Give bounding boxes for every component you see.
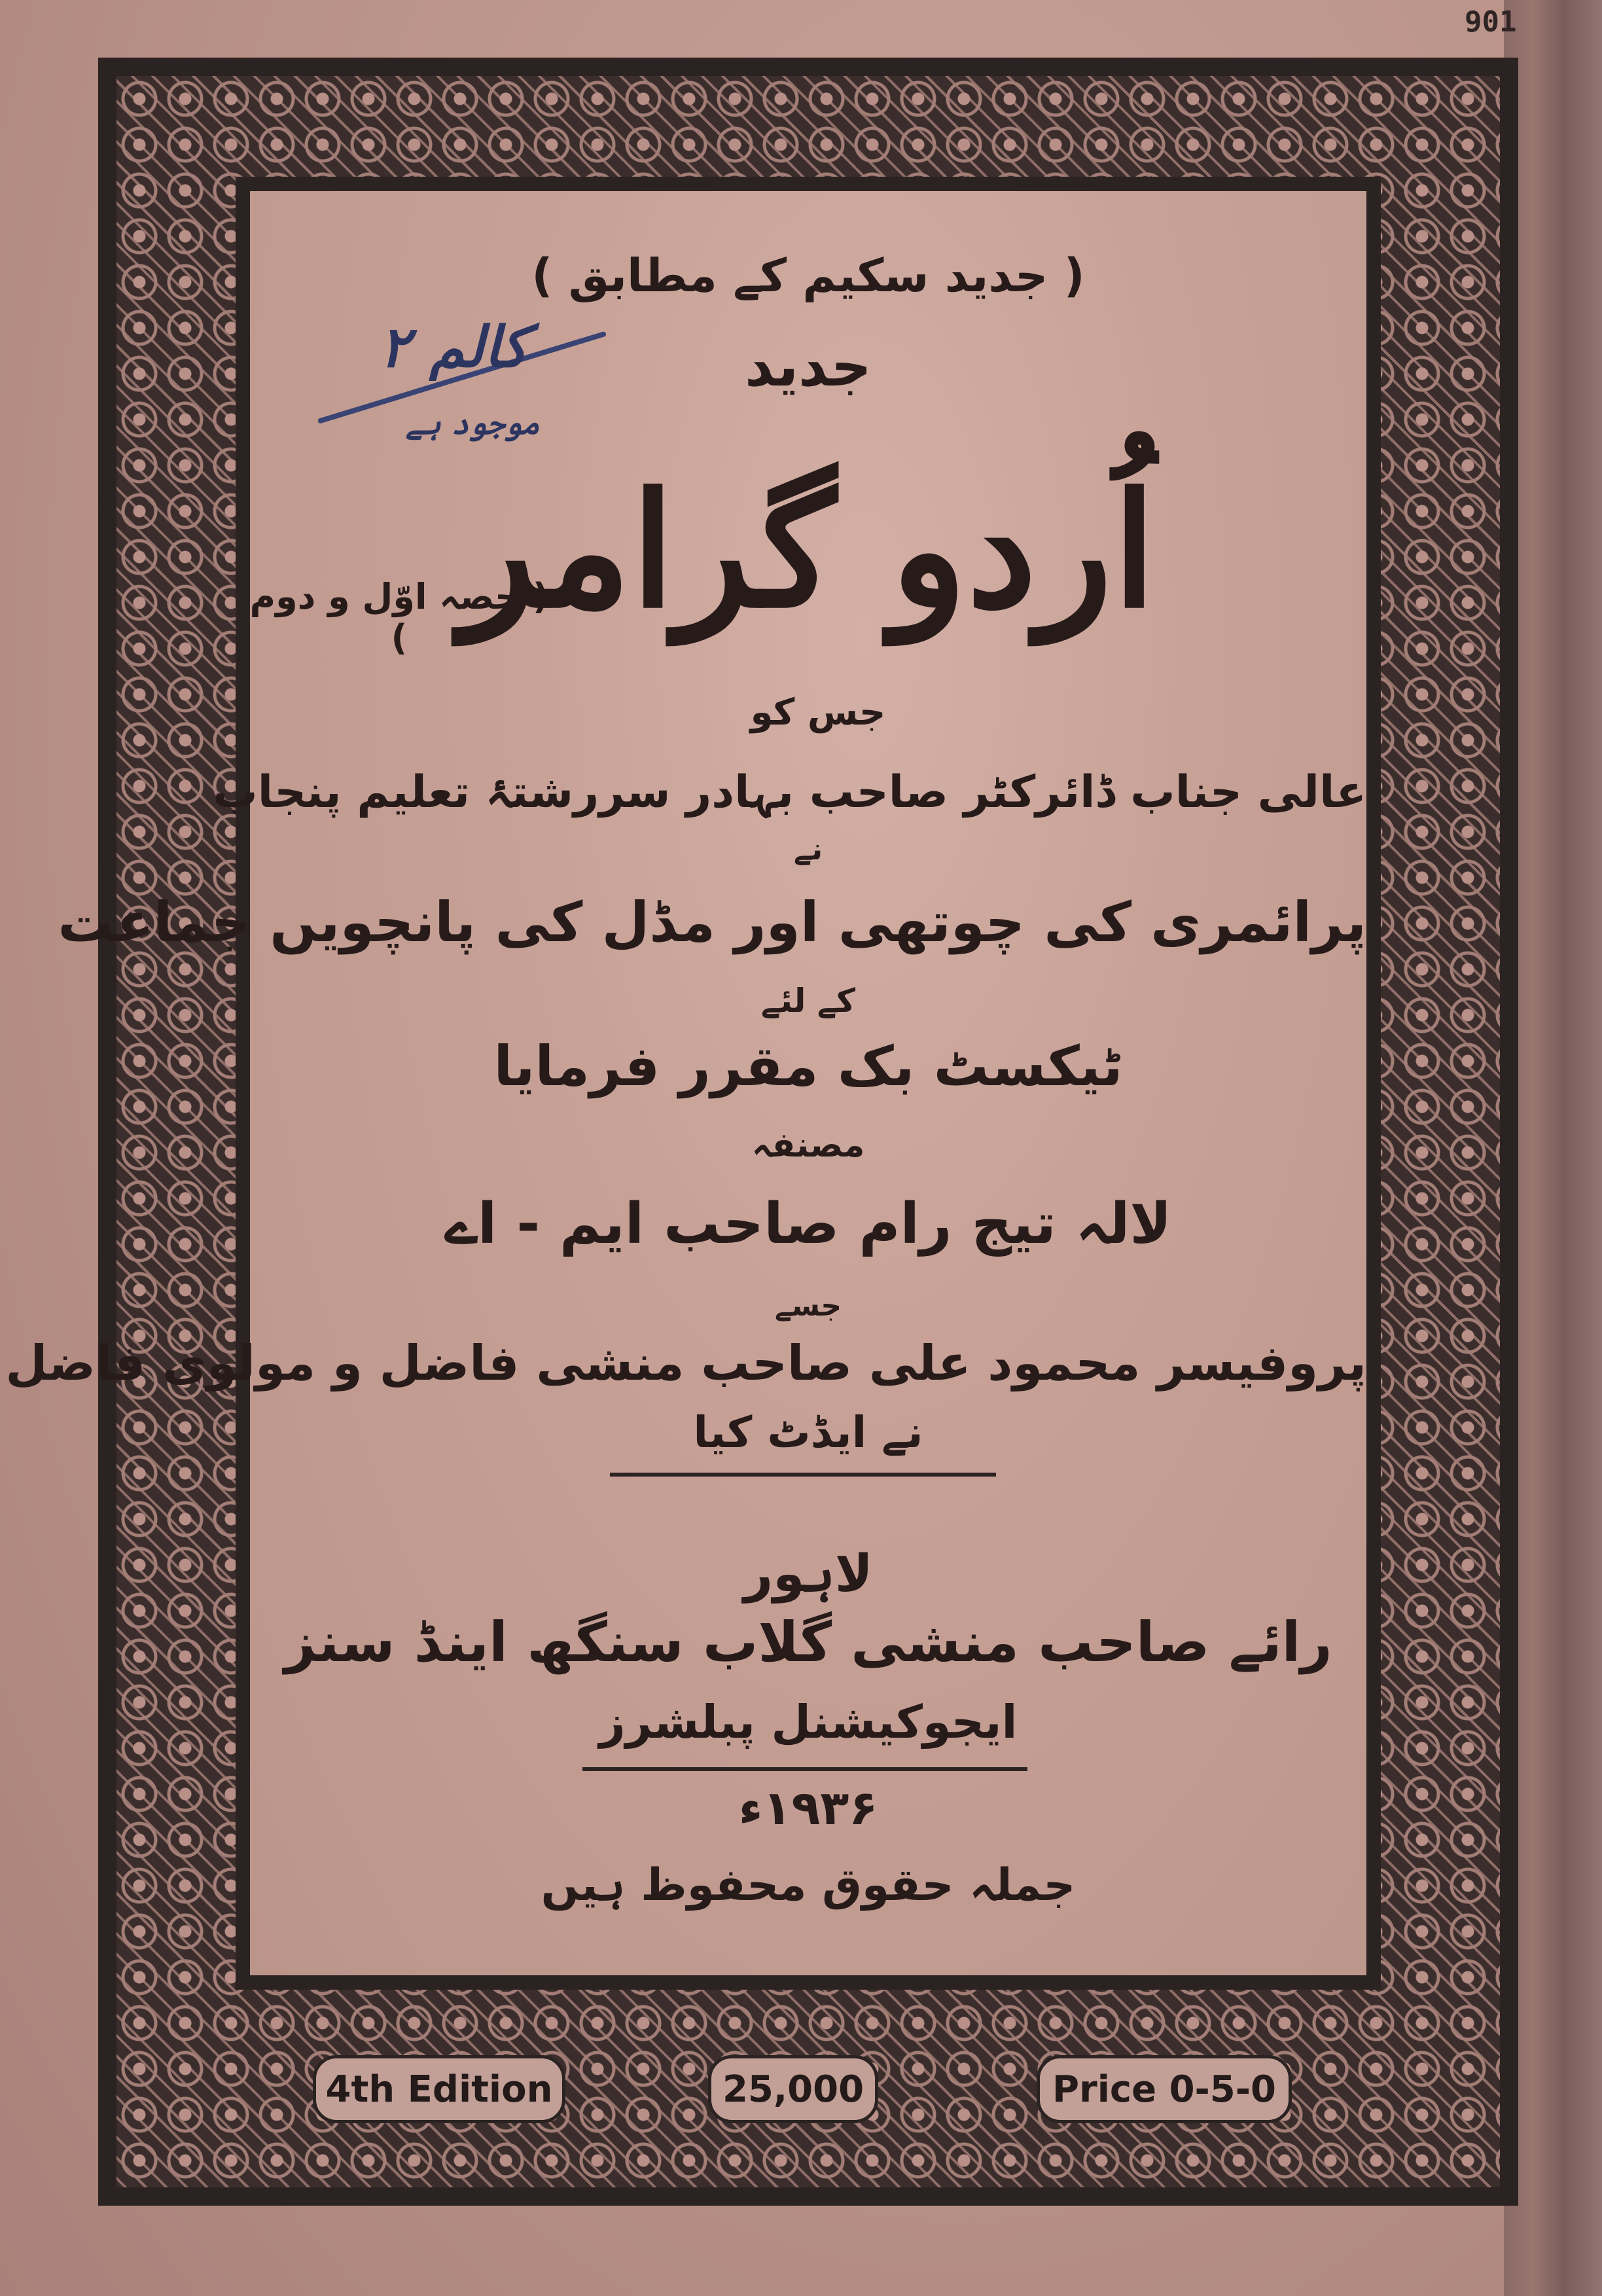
handwritten-note-2: موجود ہے <box>406 406 540 441</box>
part-label: ( حصہ اوّل و دوم ) <box>249 576 549 658</box>
city-text: لاہور <box>743 1545 873 1604</box>
director-line: عالی جناب ڈائرکٹر صاحب بہادر سررشتۂ تعلیم پنجاب <box>213 766 1366 818</box>
book-spine-edge <box>1504 0 1602 2296</box>
subtitle-jadeed: جدید <box>745 334 872 399</box>
textbook-line: ٹیکسٹ بک مقرر فرمایا <box>493 1034 1123 1098</box>
handwritten-note: کالم ۲ <box>380 314 528 380</box>
musannifa-text: مصنفہ <box>751 1126 865 1165</box>
edition-badge: 4th Edition <box>313 2055 565 2123</box>
rights-line: جملہ حقوق محفوظ ہیں <box>541 1859 1076 1911</box>
jis-ko-text: جس کو <box>750 691 886 734</box>
ne-text: نے <box>793 831 823 867</box>
page-marker: 901 <box>1465 5 1517 39</box>
jise-text: جسے <box>774 1289 842 1323</box>
publisher-type: ایجوکیشنل پبلشرز <box>599 1695 1018 1749</box>
divider-rule <box>610 1473 996 1477</box>
price-badge: Price 0-5-0 <box>1037 2055 1292 2123</box>
author-line: لالہ تیج رام صاحب ایم - اے <box>444 1191 1172 1257</box>
publication-year: ۱۹۳۶ء <box>738 1780 878 1835</box>
divider-rule <box>582 1767 1027 1771</box>
scheme-line: ( جدید سکیم کے مطابق ) <box>531 249 1085 302</box>
publisher-line: رائے صاحب منشی گلاب سنگھ اینڈ سنز <box>284 1610 1332 1674</box>
copies-badge: 25,000 <box>708 2055 878 2123</box>
edited-line: نے ایڈٹ کیا <box>693 1407 923 1458</box>
book-title: اُردو گرامر <box>460 458 1156 643</box>
editor-line: پروفیسر محمود علی صاحب منشی فاضل و مولوی فاضل <box>5 1335 1366 1391</box>
ke-liye-text: کے لئے <box>760 982 856 1020</box>
classes-line: پرائمری کی چوتھی اور مڈل کی پانچویں جماعت <box>58 890 1366 954</box>
